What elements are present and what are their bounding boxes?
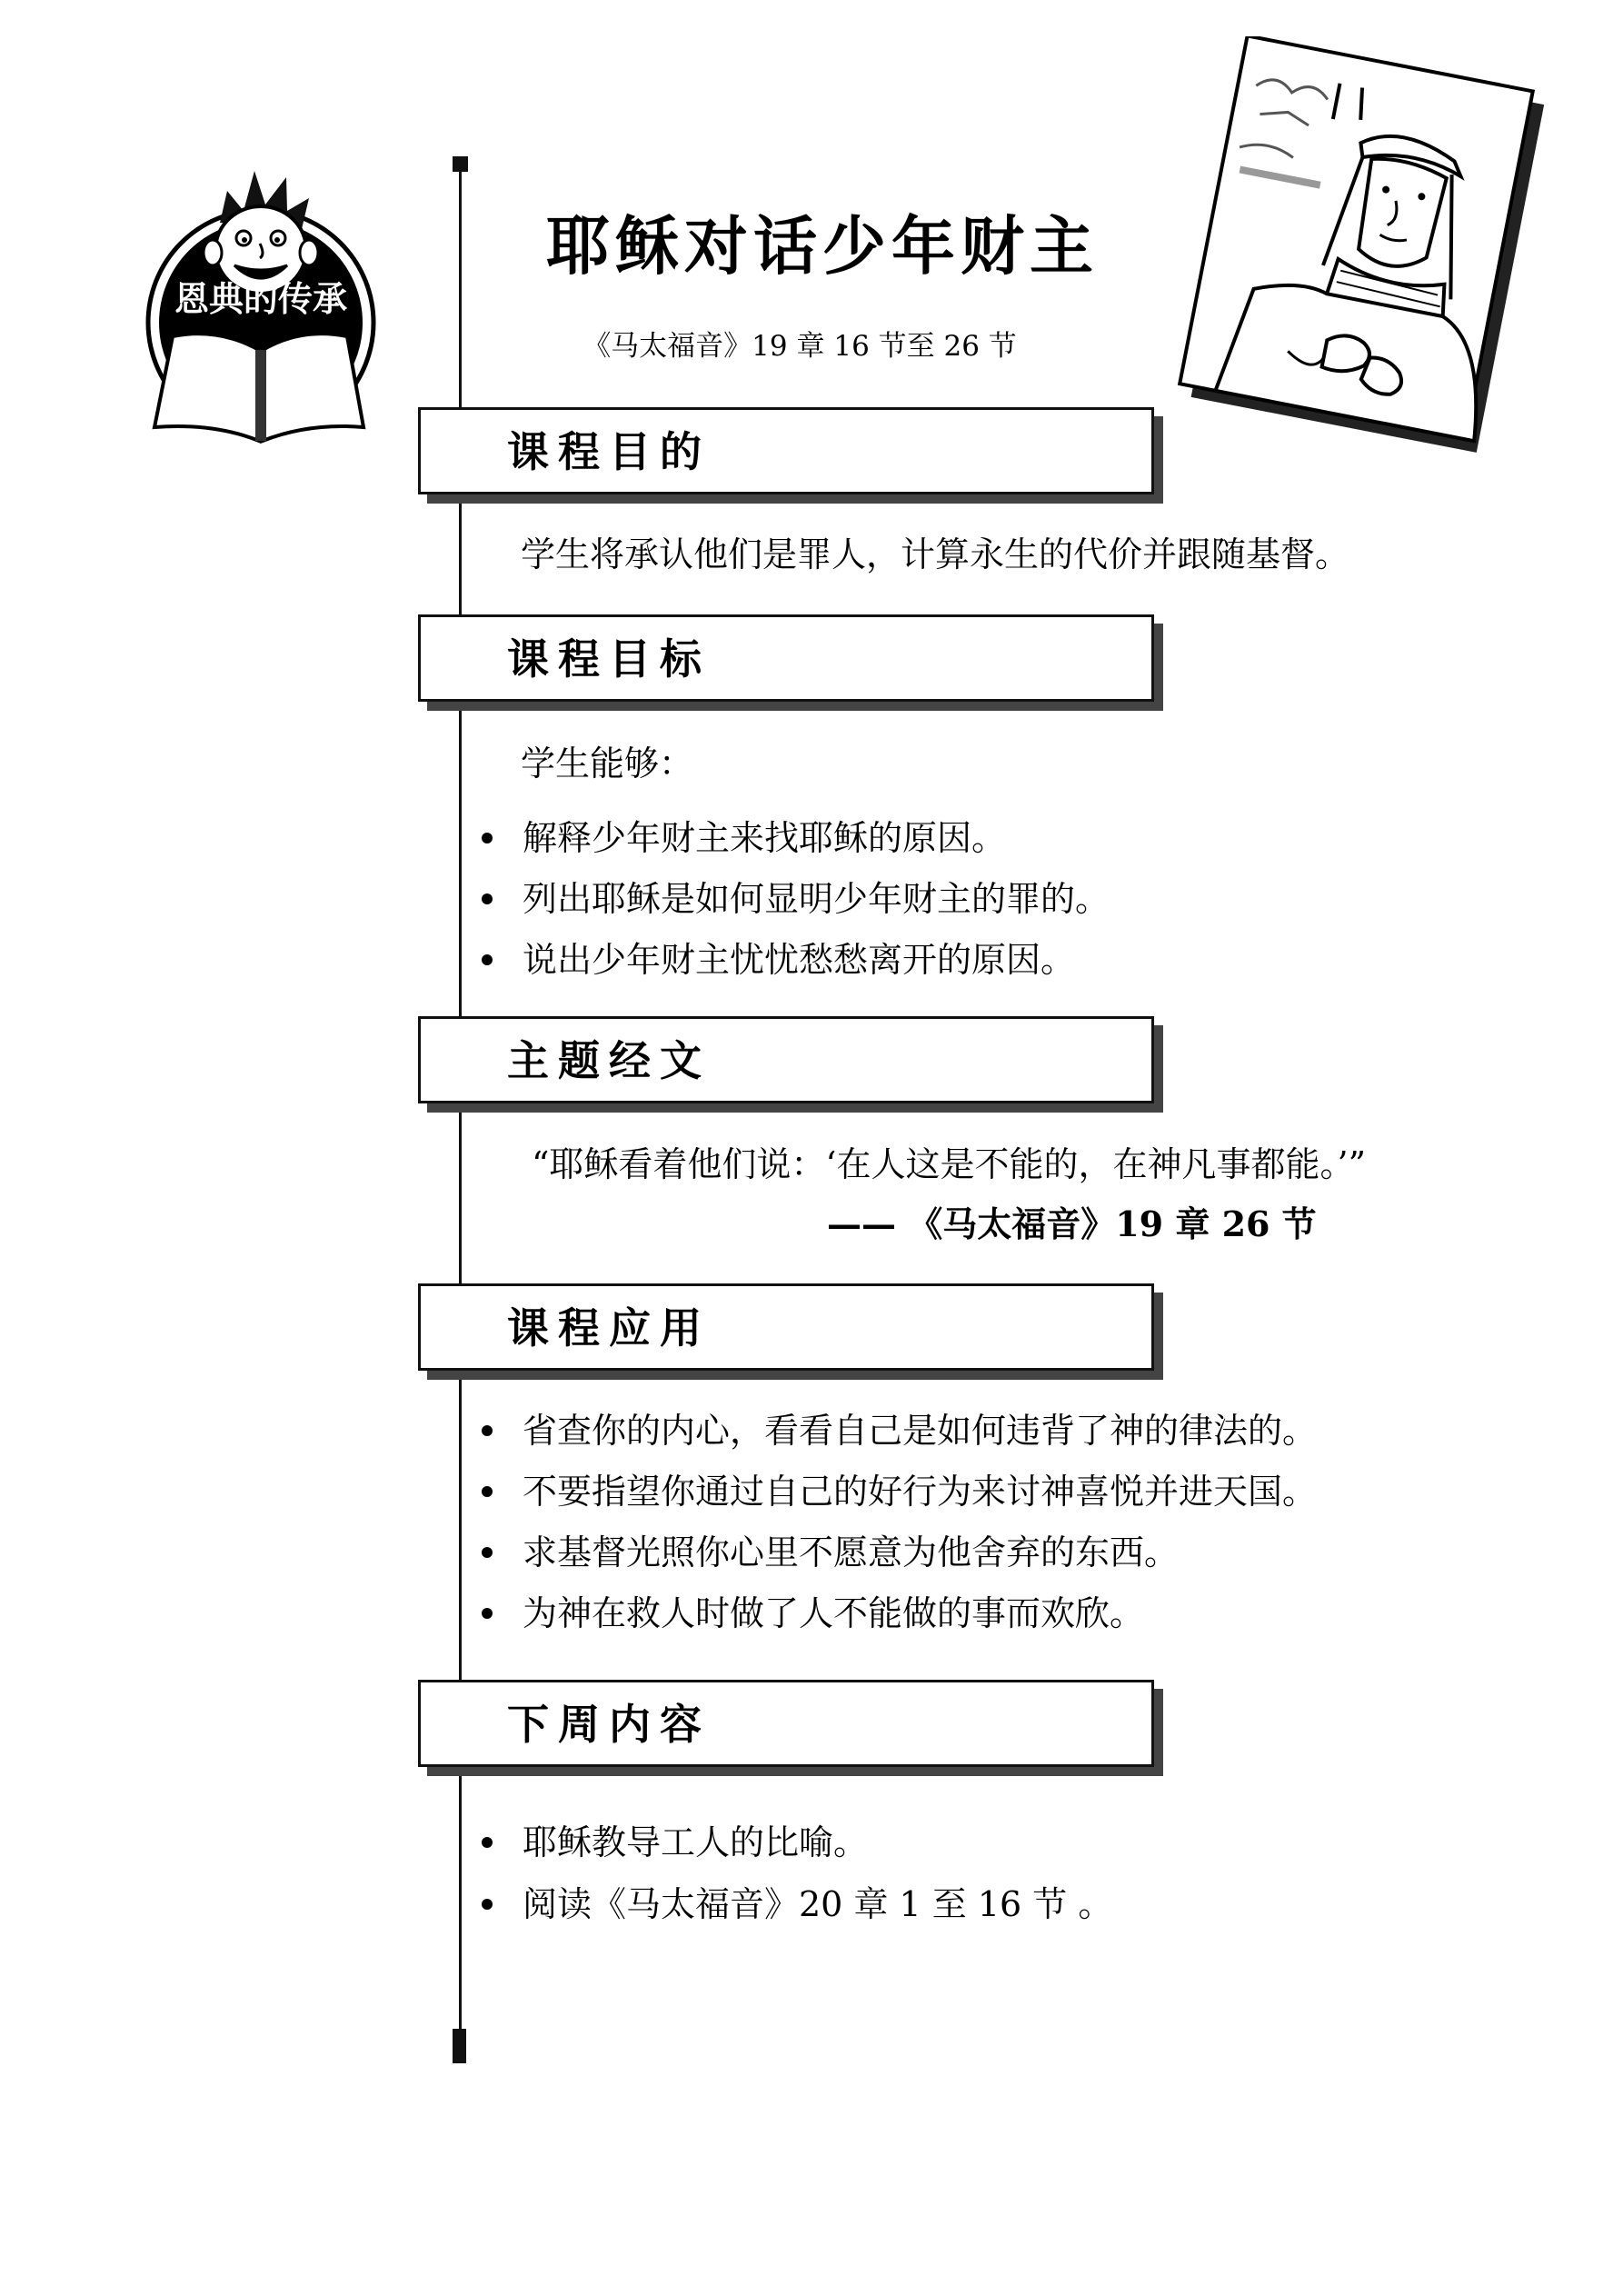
scripture-reference: 《马太福音》19 章 16 节至 26 节 — [582, 330, 1017, 363]
section-header-application — [418, 1283, 1154, 1371]
list-item: 列出耶稣是如何显明少年财主的罪的。 — [523, 876, 1110, 922]
list-item: 阅读《马太福音》20 章 1 至 16 节 。 — [523, 1882, 1112, 1927]
grace-heritage-logo — [136, 155, 400, 464]
theme-verse-citation: —— 《马太福音》19 章 26 节 — [827, 1203, 1317, 1244]
list-item: 求基督光照你心里不愿意为他舍弃的东西。 — [523, 1530, 1179, 1575]
section-header-objectives — [418, 614, 1154, 702]
timeline-cap-bottom — [453, 2029, 466, 2063]
section-heading: 课程应用 — [507, 1303, 711, 1353]
section-heading: 主题经文 — [507, 1036, 711, 1085]
section-heading: 课程目标 — [507, 634, 711, 684]
cartoon-boy-with-open-book-logo-icon — [136, 155, 400, 464]
rich-young-ruler-sketch-icon — [1172, 36, 1554, 464]
list-item: 省查你的内心，看看自己是如何违背了神的律法的。 — [523, 1408, 1317, 1453]
section-heading: 课程目的 — [507, 427, 711, 476]
list-item: 为神在救人时做了人不能做的事而欢欣。 — [523, 1591, 1144, 1636]
section-header-next-week — [418, 1680, 1154, 1767]
purpose-text: 学生将承认他们是罪人，计算永生的代价并跟随基督。 — [521, 534, 1350, 574]
timeline-cap-top — [453, 156, 468, 172]
page-title: 耶稣对话少年财主 — [546, 209, 1099, 284]
theme-verse-quote: “耶稣看着他们说：‘在人这是不能的，在神凡事都能。’” — [532, 1144, 1367, 1184]
section-heading: 下周内容 — [507, 1700, 711, 1749]
objectives-intro: 学生能够： — [521, 744, 694, 784]
illustration-frame — [1172, 36, 1554, 464]
list-item: 解释少年财主来找耶稣的原因。 — [523, 815, 1006, 861]
section-header-purpose — [418, 407, 1154, 494]
section-header-theme-verse — [418, 1016, 1154, 1103]
logo-text: 恩典的传承 — [174, 279, 348, 319]
list-item: 耶稣教导工人的比喻。 — [523, 1820, 868, 1865]
list-item: 说出少年财主忧忧愁愁离开的原因。 — [523, 937, 1075, 983]
list-item: 不要指望你通过自己的好行为来讨神喜悦并进天国。 — [523, 1469, 1317, 1514]
